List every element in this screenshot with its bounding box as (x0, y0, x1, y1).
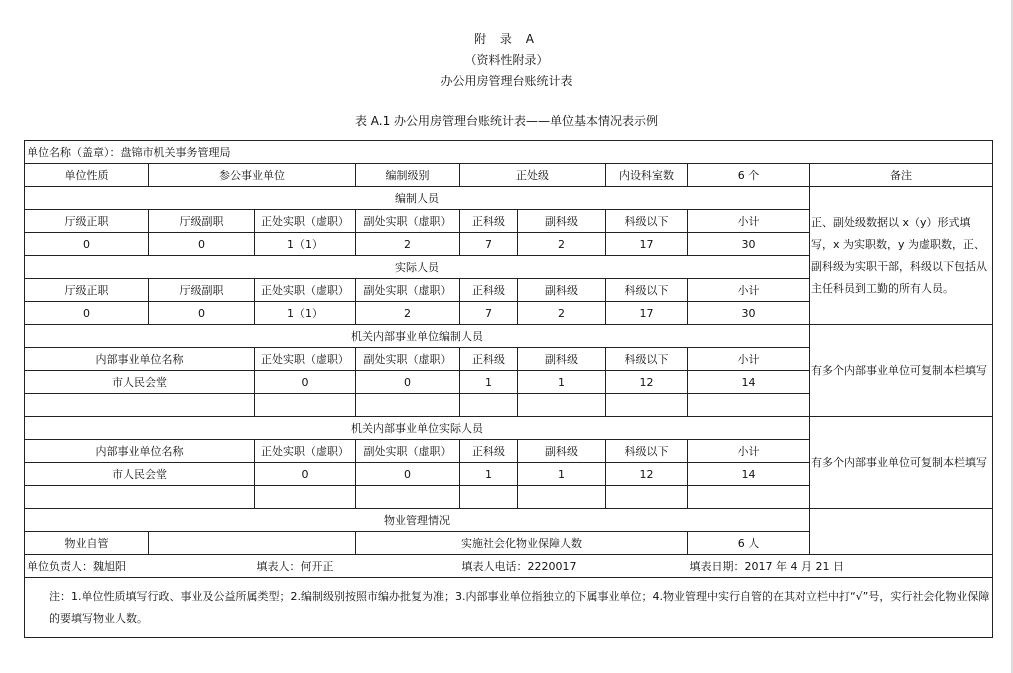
unit-nature-value: 参公事业单位 (149, 164, 356, 187)
table-cell: 2 (518, 233, 606, 256)
table-cell (606, 486, 688, 509)
table-cell: 17 (606, 233, 688, 256)
footnote: 注：1.单位性质填写行政、事业及公益所属类型；2.编制级别按照市编办批复为准；3.内部事业单位指独立的下属事业单位；4.物业管理中实行自管的在其对立栏中打“√”号，实行社会化物业保障的要填写物业人数。 (25, 578, 993, 638)
table-cell: 2 (518, 302, 606, 325)
self-manage-label: 物业自管 (25, 532, 149, 555)
column-header: 小计 (688, 348, 810, 371)
social-support-label: 实施社会化物业保障人数 (356, 532, 688, 555)
table-row (25, 509, 993, 532)
table-cell: 14 (688, 463, 810, 486)
column-header: 副处实职（虚职） (356, 348, 460, 371)
column-header: 副科级 (518, 210, 606, 233)
table-row (25, 555, 993, 578)
table-cell: 1 (518, 463, 606, 486)
column-header: 副科级 (518, 279, 606, 302)
table-cell (688, 486, 810, 509)
column-header: 厅级副职 (149, 279, 255, 302)
column-header: 正科级 (460, 348, 518, 371)
table-cell: 0 (356, 371, 460, 394)
column-header: 副科级 (518, 348, 606, 371)
table-cell: 1 (518, 371, 606, 394)
column-header: 小计 (688, 279, 810, 302)
table-cell: 30 (688, 302, 810, 325)
column-header: 正处实职（虚职） (255, 210, 356, 233)
table-cell: 1 (460, 463, 518, 486)
form-filler: 填表人：何开正 (255, 555, 460, 578)
table-row (25, 141, 993, 164)
filler-phone: 填表人电话：2220017 (460, 555, 688, 578)
table-cell: 市人民会堂 (25, 371, 255, 394)
table-cell: 17 (606, 302, 688, 325)
table-cell: 14 (688, 371, 810, 394)
unit-name: 单位名称（盖章）：盘锦市机关事务管理局 (25, 141, 993, 164)
appendix-heading: 附 录 A (474, 32, 539, 46)
table-cell: 7 (460, 233, 518, 256)
personnel-note: 正、副处级数据以 x（y）形式填写，x 为实职数，y 为虚职数，正、副科级为实职干部，科级以下包括从主任科员到工勤的所有人员。 (810, 187, 993, 325)
table-cell: 12 (606, 371, 688, 394)
social-support-value: 6 人 (688, 532, 810, 555)
section-title: 实际人员 (25, 256, 810, 279)
table-cell: 0 (149, 233, 255, 256)
column-header: 副处实职（虚职） (356, 210, 460, 233)
table-cell (460, 394, 518, 417)
fill-date: 填表日期：2017 年 4 月 21 日 (688, 555, 993, 578)
table-cell: 30 (688, 233, 810, 256)
table-cell: 12 (606, 463, 688, 486)
table-cell: 2 (356, 302, 460, 325)
column-header: 科级以下 (606, 440, 688, 463)
unit-info-table (24, 140, 993, 638)
table-cell: 0 (356, 463, 460, 486)
appendix-type: （资料性附录） (464, 53, 549, 67)
column-header: 厅级正职 (25, 210, 149, 233)
column-header: 正科级 (460, 279, 518, 302)
self-manage-value (149, 532, 356, 555)
table-row (25, 578, 993, 638)
table-cell (25, 486, 255, 509)
table-cell (518, 486, 606, 509)
table-cell: 1（1） (255, 302, 356, 325)
table-cell (255, 394, 356, 417)
remark-header: 备注 (810, 164, 993, 187)
column-header: 科级以下 (606, 279, 688, 302)
column-header: 副处实职（虚职） (356, 279, 460, 302)
column-header: 内部事业单位名称 (25, 440, 255, 463)
column-header: 小计 (688, 440, 810, 463)
sections-value: 6 个 (688, 164, 810, 187)
column-header: 副科级 (518, 440, 606, 463)
section-title: 编制人员 (25, 187, 810, 210)
column-header: 副处实职（虚职） (356, 440, 460, 463)
sections-label: 内设科室数 (606, 164, 688, 187)
table-row (25, 187, 993, 210)
table-cell: 1 (460, 371, 518, 394)
column-header: 科级以下 (606, 348, 688, 371)
table-cell: 0 (149, 302, 255, 325)
table-cell: 2 (356, 233, 460, 256)
table-cell: 0 (25, 233, 149, 256)
table-cell: 0 (255, 463, 356, 486)
table-cell (255, 486, 356, 509)
property-remark (810, 509, 993, 555)
table-row (25, 164, 993, 187)
table-cell (688, 394, 810, 417)
table-cell (356, 486, 460, 509)
section-title: 机关内部事业单位编制人员 (25, 325, 810, 348)
column-header: 正处实职（虚职） (255, 440, 356, 463)
table-cell (25, 394, 255, 417)
table-cell: 7 (460, 302, 518, 325)
section-title: 机关内部事业单位实际人员 (25, 417, 810, 440)
table-cell: 1（1） (255, 233, 356, 256)
column-header: 小计 (688, 210, 810, 233)
table-cell (518, 394, 606, 417)
table-row (25, 417, 993, 440)
table-cell: 市人民会堂 (25, 463, 255, 486)
column-header: 厅级副职 (149, 210, 255, 233)
column-header: 正科级 (460, 210, 518, 233)
level-label: 编制级别 (356, 164, 460, 187)
table-cell (606, 394, 688, 417)
internal-actual-note: 有多个内部事业单位可复制本栏填写 (810, 417, 993, 509)
column-header: 正处实职（虚职） (255, 279, 356, 302)
column-header: 科级以下 (606, 210, 688, 233)
document-title: 办公用房管理台账统计表 (440, 74, 573, 88)
unit-nature-label: 单位性质 (25, 164, 149, 187)
column-header: 正处实职（虚职） (255, 348, 356, 371)
table-row (25, 325, 993, 348)
table-title: 表 A.1 办公用房管理台账统计表——单位基本情况表示例 (354, 114, 659, 128)
column-header: 正科级 (460, 440, 518, 463)
table-cell: 0 (255, 371, 356, 394)
column-header: 内部事业单位名称 (25, 348, 255, 371)
level-value: 正处级 (460, 164, 606, 187)
column-header: 厅级正职 (25, 279, 149, 302)
unit-leader: 单位负责人：魏旭阳 (25, 555, 255, 578)
section-title: 物业管理情况 (25, 509, 810, 532)
table-cell (460, 486, 518, 509)
table-cell (356, 394, 460, 417)
internal-staffing-note: 有多个内部事业单位可复制本栏填写 (810, 325, 993, 417)
table-cell: 0 (25, 302, 149, 325)
